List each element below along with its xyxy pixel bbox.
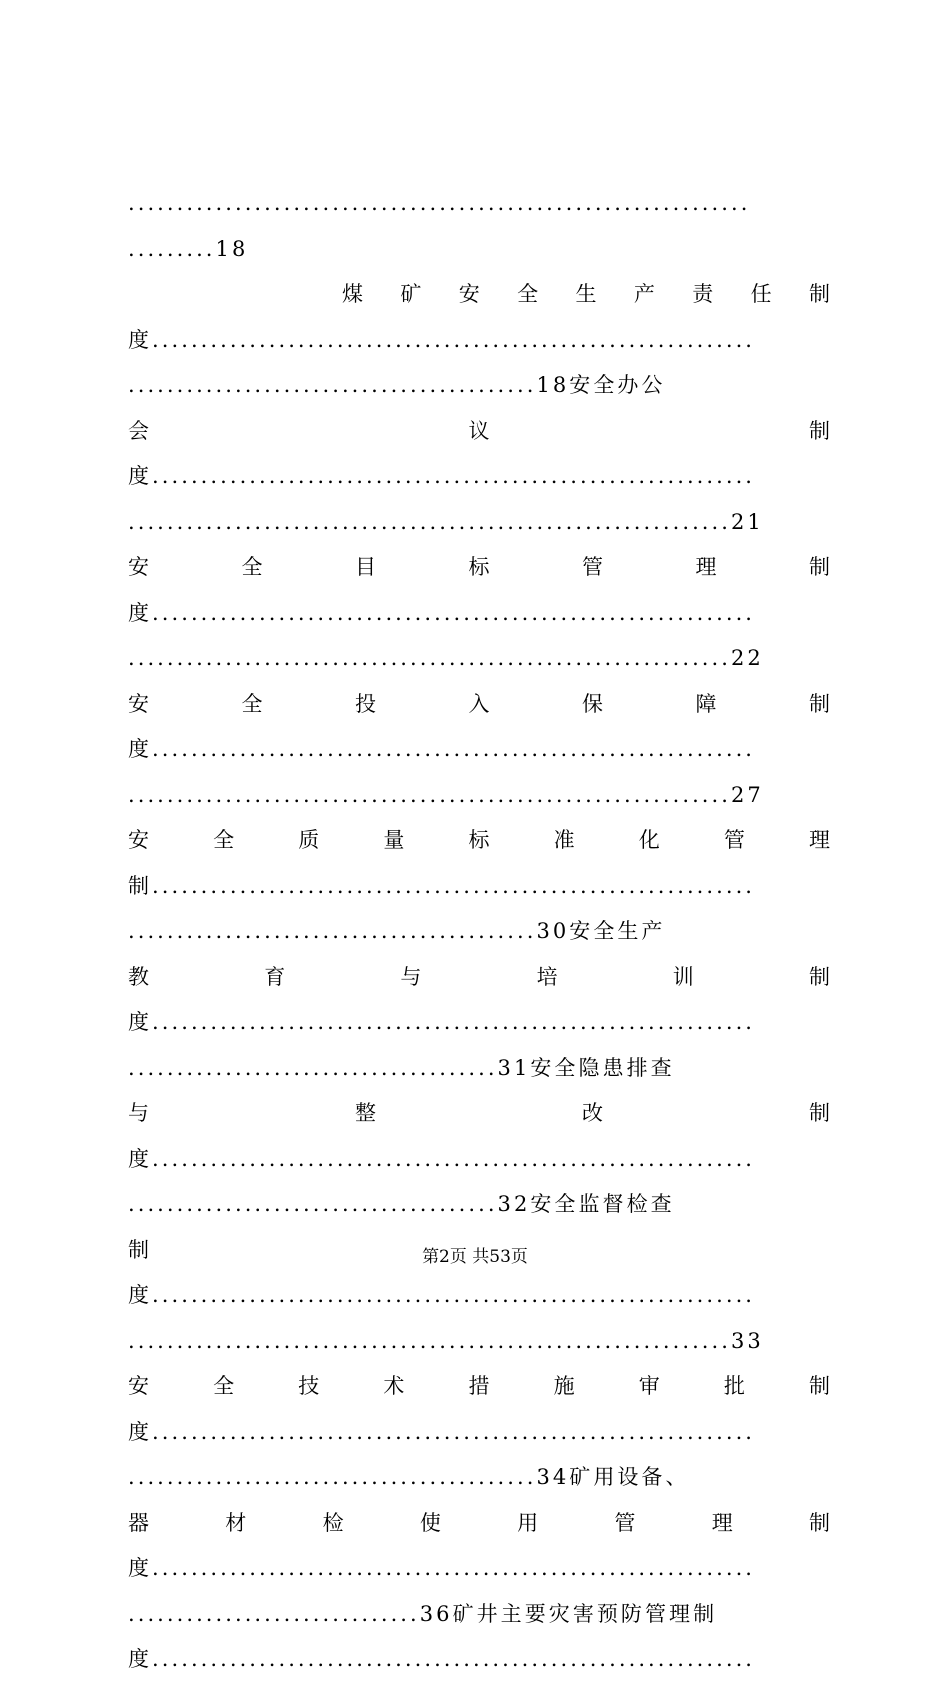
toc-char: 制 [809, 418, 830, 443]
toc-char: 技 [298, 1374, 320, 1398]
toc-char: 制 [809, 1101, 830, 1125]
toc-char: 全 [241, 555, 263, 579]
toc-char: 安 [128, 1374, 149, 1398]
toc-line: 度.............................................................. [128, 1647, 756, 1671]
toc-char: 使 [419, 1510, 441, 1535]
toc-char: 措 [468, 1374, 490, 1398]
toc-char: 全 [213, 1374, 235, 1398]
toc-line: .........18 [128, 236, 249, 261]
toc-line: 度.............................................................. [128, 464, 756, 488]
toc-line: ..............................................................33 [128, 1328, 764, 1353]
toc-char: 生 [575, 282, 597, 306]
toc-char: 制 [809, 1374, 830, 1398]
toc-char: 全 [517, 282, 539, 306]
toc-line [128, 272, 830, 318]
toc-char: 入 [468, 691, 490, 716]
toc-char: 制 [809, 555, 830, 579]
toc-char: 理 [711, 1510, 733, 1535]
toc-char: 管 [614, 1510, 636, 1535]
toc-char: 准 [553, 828, 575, 852]
toc-char: 管 [723, 828, 745, 852]
table-of-contents [128, 181, 830, 1683]
toc-char: 改 [582, 1101, 603, 1125]
toc-char: 培 [536, 964, 558, 989]
toc-line [128, 409, 830, 455]
toc-char: 制 [809, 282, 830, 306]
toc-char: 质 [298, 828, 320, 852]
toc-char: 材 [225, 1510, 247, 1535]
toc-char: 目 [355, 555, 376, 579]
toc-char: 责 [692, 282, 714, 306]
toc-char: 量 [383, 828, 405, 852]
toc-line: ......................................32安全监督检查 [128, 1192, 675, 1216]
toc-char: 煤 [342, 282, 363, 306]
toc-line: ......................................31安全隐患排查 [128, 1055, 675, 1080]
toc-char: 矿 [400, 282, 422, 306]
toc-line: ..............................36矿井主要灾害预防管理制 [128, 1601, 718, 1626]
toc-line: ..............................................................27 [128, 782, 764, 807]
toc-char: 任 [750, 282, 772, 306]
toc-line: ..........................................30安全生产 [128, 919, 666, 943]
toc-line [128, 955, 830, 1001]
toc-char: 用 [517, 1510, 539, 1535]
toc-char: 批 [723, 1374, 745, 1398]
toc-char: 与 [400, 964, 422, 989]
toc-line: 度.............................................................. [128, 1146, 756, 1171]
toc-char: 安 [128, 555, 149, 579]
toc-line: 度.............................................................. [128, 1556, 756, 1580]
toc-char: 障 [695, 691, 717, 716]
toc-line: ..............................................................21 [128, 509, 764, 534]
toc-char: 议 [468, 418, 490, 443]
toc-line: 度.............................................................. [128, 600, 756, 625]
toc-char: 产 [633, 282, 655, 306]
toc-char: 标 [468, 828, 490, 852]
toc-char: 安 [128, 691, 149, 716]
toc-char: 理 [695, 555, 717, 579]
toc-line: ................................................................ [128, 191, 751, 215]
toc-line: 度.............................................................. [128, 737, 756, 761]
toc-line: 度.............................................................. [128, 1283, 756, 1307]
toc-char: 全 [213, 828, 235, 852]
toc-line [128, 1091, 830, 1137]
toc-char: 术 [383, 1374, 405, 1398]
toc-char: 会 [128, 418, 149, 443]
toc-char: 教 [128, 964, 149, 989]
toc-char: 制 [808, 1510, 830, 1535]
page-footer: 第2页 共53页 [422, 1247, 528, 1267]
toc-line: 度.............................................................. [128, 1419, 756, 1444]
toc-char: 化 [638, 828, 660, 852]
toc-char: 安 [458, 282, 480, 306]
toc-line: 制 [128, 1237, 153, 1262]
toc-char: 整 [355, 1101, 376, 1125]
toc-char: 训 [672, 964, 694, 989]
toc-char: 制 [809, 691, 830, 716]
toc-line [128, 1364, 830, 1410]
toc-line: ..............................................................22 [128, 646, 764, 670]
toc-line [128, 682, 830, 728]
toc-line: ..........................................34矿用设备、 [128, 1465, 690, 1489]
toc-line: 度.............................................................. [128, 1010, 756, 1034]
toc-line [128, 1501, 830, 1547]
toc-char: 检 [322, 1510, 344, 1535]
toc-char: 管 [582, 555, 603, 579]
toc-char: 理 [809, 828, 830, 852]
toc-char: 投 [355, 691, 376, 716]
toc-char: 制 [808, 964, 830, 989]
toc-line [128, 545, 830, 591]
toc-line [128, 818, 830, 864]
toc-line: 度.............................................................. [128, 327, 756, 352]
toc-char: 审 [638, 1374, 660, 1398]
toc-char: 保 [582, 691, 603, 716]
toc-char: 安 [128, 828, 149, 852]
toc-char: 与 [128, 1101, 149, 1125]
toc-char: 全 [241, 691, 263, 716]
toc-char: 标 [468, 555, 490, 579]
toc-char: 育 [264, 964, 286, 989]
toc-char: 施 [553, 1374, 575, 1398]
toc-char: 器 [128, 1510, 149, 1535]
toc-line: ..........................................18安全办公 [128, 373, 666, 397]
toc-line: 制.............................................................. [128, 873, 756, 898]
